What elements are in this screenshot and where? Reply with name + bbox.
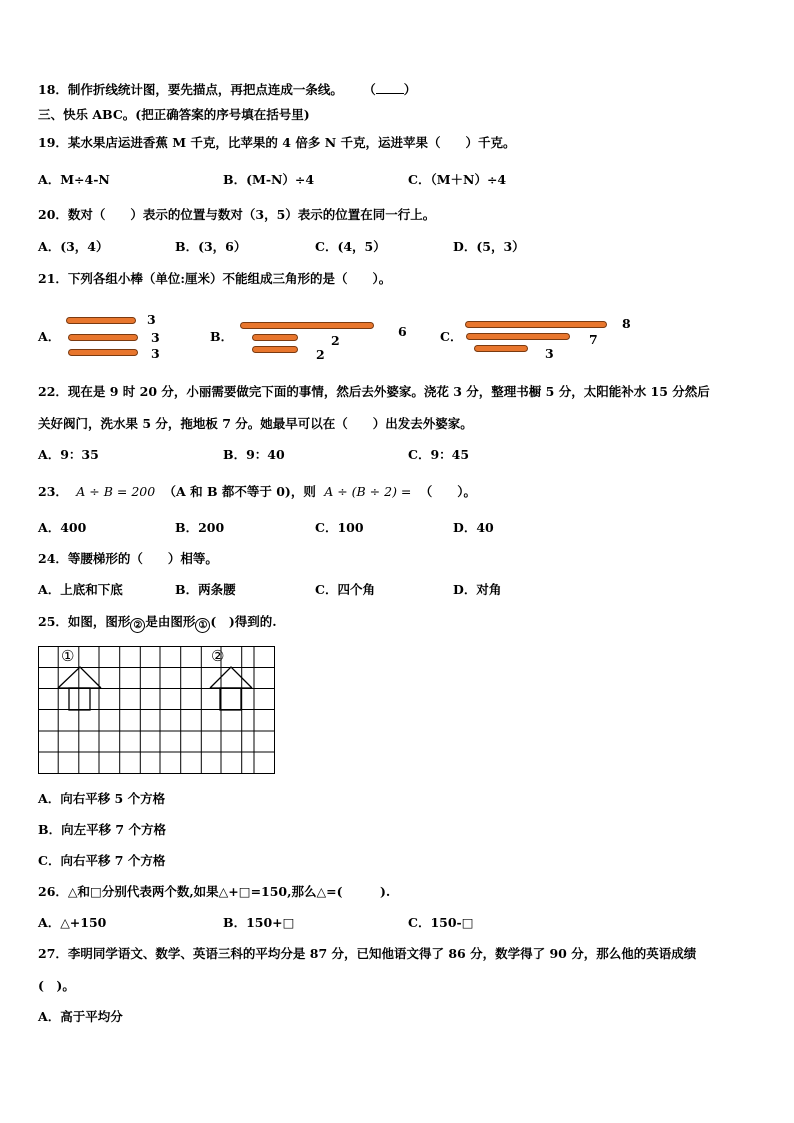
q21-option-a[interactable]: A． xyxy=(38,329,61,344)
q26-option-a[interactable]: A．△+150 xyxy=(38,915,107,930)
q24-option-c[interactable]: C．四个角 xyxy=(315,582,375,597)
q20-option-b[interactable]: B．(3，6） xyxy=(175,239,247,254)
rod-c3 xyxy=(474,345,528,352)
question-27-line2: ( )。 xyxy=(38,978,75,993)
arrow-shape-2 xyxy=(210,667,252,710)
q22-option-b[interactable]: B．9：40 xyxy=(223,447,285,462)
formula-2: A ÷ (B ÷ 2) = xyxy=(324,484,412,499)
q20-option-c[interactable]: C．(4，5） xyxy=(315,239,386,254)
rod-c2 xyxy=(466,333,570,340)
q25-suffix: ( )得到的. xyxy=(210,614,277,629)
q23-option-d[interactable]: D．40 xyxy=(453,520,494,535)
rod-label: 6 xyxy=(398,324,407,339)
q22-option-c[interactable]: C．9：45 xyxy=(408,447,470,462)
q23-prefix: 23． xyxy=(38,484,68,499)
q19-option-b[interactable]: B．(M-N）÷4 xyxy=(223,172,315,187)
q18-paren-open: （ xyxy=(363,82,376,97)
rod-label: 3 xyxy=(151,330,160,345)
q20-option-a[interactable]: A．(3，4） xyxy=(38,239,109,254)
section-title: 三、快乐 ABC。(把正确答案的序号填在括号里) xyxy=(38,107,310,122)
question-18 xyxy=(38,82,416,98)
arrow-shape-1 xyxy=(58,667,101,710)
q18-paren-close: ） xyxy=(403,82,417,97)
rod-label: 8 xyxy=(622,316,631,331)
question-21: 21．下列各组小棒（单位:厘米）不能组成三角形的是（ ）。 xyxy=(38,271,392,286)
q22-option-a[interactable]: A．9：35 xyxy=(38,447,99,462)
question-27-line1: 27．李明同学语文、数学、英语三科的平均分是 87 分，已知他语文得了 86 分，数学得了 90 分，那么他的英语成绩 xyxy=(38,946,697,961)
rod-label: 3 xyxy=(147,312,156,327)
figure-2-label: ② xyxy=(130,618,145,633)
q24-option-b[interactable]: B．两条腰 xyxy=(175,582,236,597)
q21-option-b[interactable]: B． xyxy=(210,329,234,344)
answer-blank[interactable] xyxy=(376,82,404,94)
q24-option-a[interactable]: A．上底和下底 xyxy=(38,582,123,597)
grid-label-1: ① xyxy=(61,647,75,665)
rod-a3 xyxy=(68,349,138,356)
rod-a2 xyxy=(68,334,138,341)
translation-grid xyxy=(38,646,276,775)
question-22-line2: 关好阀门，洗水果 5 分，拖地板 7 分。她最早可以在（ ）出发去外婆家。 xyxy=(38,416,473,431)
grid-label-2: ② xyxy=(211,647,225,665)
question-19: 19．某水果店运进香蕉 M 千克，比苹果的 4 倍多 N 千克，运进苹果（ ）千克。 xyxy=(38,135,516,150)
q23-option-c[interactable]: C．100 xyxy=(315,520,364,535)
q26-option-b[interactable]: B．150+□ xyxy=(223,915,295,930)
q23-option-b[interactable]: B．200 xyxy=(175,520,225,535)
question-25 xyxy=(38,614,277,633)
q25-option-c[interactable]: C．向右平移 7 个方格 xyxy=(38,853,166,868)
q20-option-d[interactable]: D．(5，3） xyxy=(453,239,525,254)
q24-option-d[interactable]: D．对角 xyxy=(453,582,502,597)
rod-label: 7 xyxy=(589,332,598,347)
rod-b3 xyxy=(252,346,298,353)
q26-option-c[interactable]: C．150-□ xyxy=(408,915,474,930)
rod-c1 xyxy=(465,321,607,328)
rod-b1 xyxy=(240,322,374,329)
question-23 xyxy=(38,484,476,500)
question-20: 20．数对（ ）表示的位置与数对（3，5）表示的位置在同一行上。 xyxy=(38,207,436,222)
question-22-line1: 22．现在是 9 时 20 分，小丽需要做完下面的事情，然后去外婆家。浇花 3 分，整理书橱 5 分，太阳能补水 15 分然后 xyxy=(38,384,710,399)
q19-option-c[interactable]: C．（M＋N）÷4 xyxy=(408,172,507,187)
figure-1-label: ① xyxy=(195,618,210,633)
question-24: 24．等腰梯形的（ ）相等。 xyxy=(38,551,218,566)
q21-option-c[interactable]: C． xyxy=(440,329,463,344)
rod-b2 xyxy=(252,334,298,341)
q25-prefix: 25．如图，图形 xyxy=(38,614,131,629)
formula-1: A ÷ B = 200 xyxy=(76,484,156,499)
rod-label: 2 xyxy=(331,333,340,348)
q23-middle: （A 和 B 都不等于 0)，则 xyxy=(163,484,316,499)
q27-option-a[interactable]: A．高于平均分 xyxy=(38,1009,123,1024)
rod-label: 3 xyxy=(151,346,160,361)
rod-a1 xyxy=(66,317,136,324)
rod-label: 3 xyxy=(545,346,554,361)
rod-label: 2 xyxy=(316,347,325,362)
q25-mid: 是由图形 xyxy=(145,614,196,629)
q25-option-b[interactable]: B．向左平移 7 个方格 xyxy=(38,822,166,837)
q25-option-a[interactable]: A．向右平移 5 个方格 xyxy=(38,791,166,806)
q19-option-a[interactable]: A．M÷4-N xyxy=(38,172,110,187)
question-26: 26．△和□分别代表两个数,如果△+□=150,那么△=( ). xyxy=(38,884,391,899)
question-18-text: 18．制作折线统计图，要先描点，再把点连成一条线。 xyxy=(38,82,343,97)
q23-option-a[interactable]: A．400 xyxy=(38,520,87,535)
q23-suffix: （ ）。 xyxy=(419,484,477,499)
